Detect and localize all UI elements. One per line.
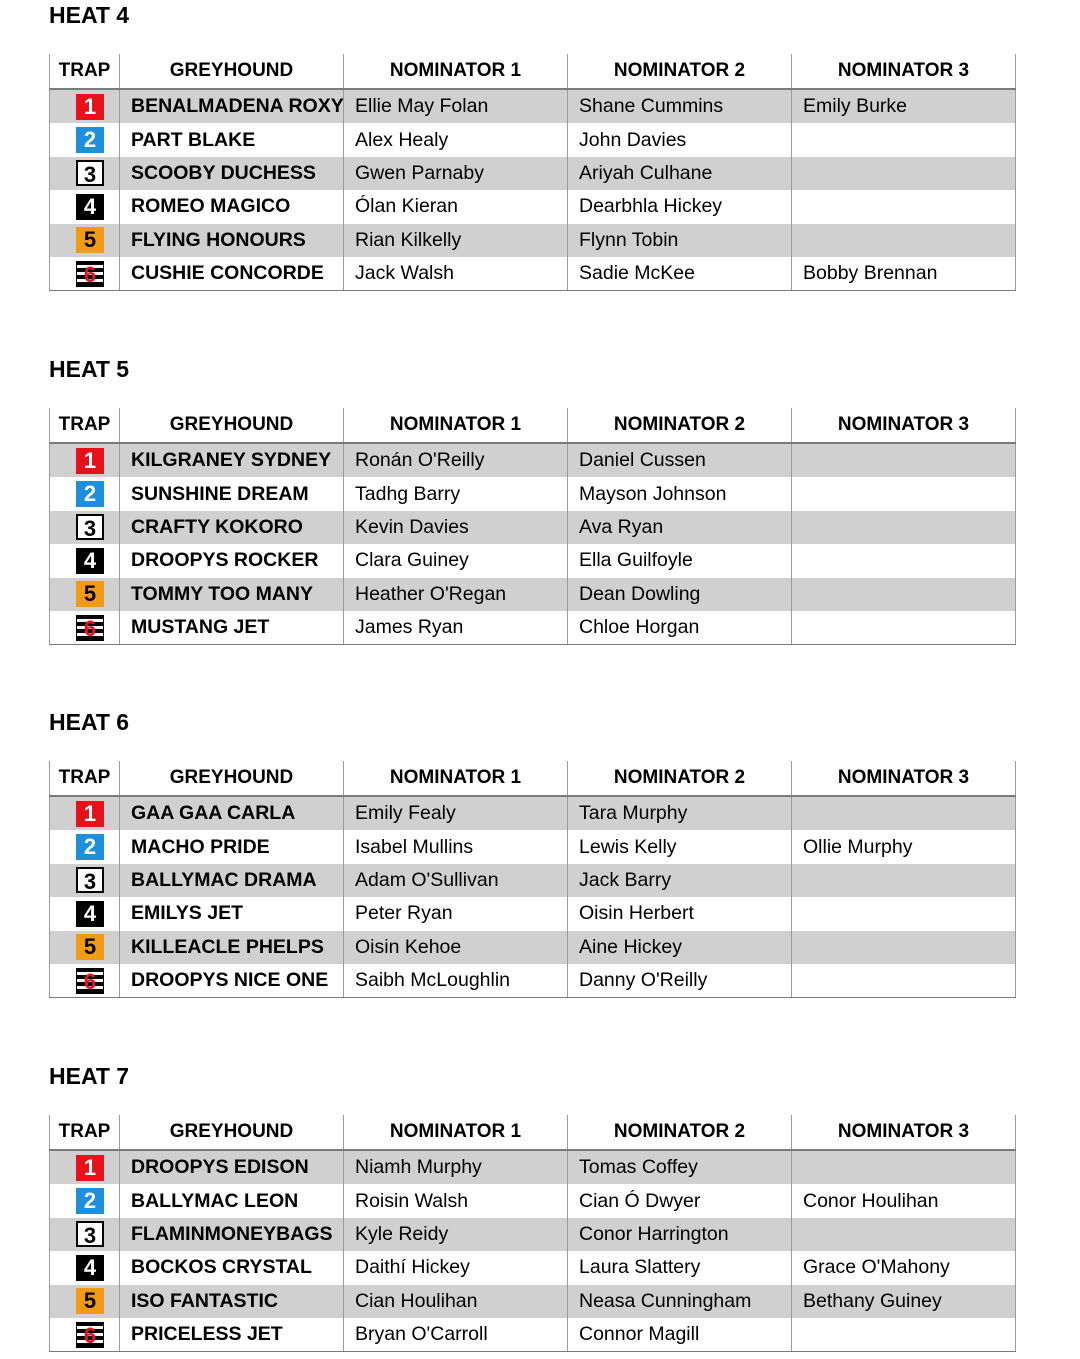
nominator-1: Isabel Mullins bbox=[344, 830, 568, 863]
table-row bbox=[50, 190, 1016, 223]
nominator-2: Jack Barry bbox=[568, 864, 792, 897]
nominator-3 bbox=[792, 224, 1016, 257]
table-row bbox=[50, 511, 1016, 544]
trap-3-badge: 3 bbox=[76, 1221, 104, 1247]
runners-table bbox=[49, 54, 1016, 291]
trap-3-badge: 3 bbox=[76, 867, 104, 893]
greyhound-name: CUSHIE CONCORDE bbox=[120, 257, 344, 291]
table-row bbox=[50, 1150, 1016, 1184]
trap-cell bbox=[50, 897, 120, 930]
greyhound-name: BALLYMAC LEON bbox=[120, 1184, 344, 1217]
column-header: NOMINATOR 1 bbox=[344, 1115, 568, 1150]
heat-title: HEAT 4 bbox=[49, 2, 130, 28]
column-header: GREYHOUND bbox=[120, 1115, 344, 1150]
trap-cell bbox=[50, 1184, 120, 1217]
column-header: TRAP bbox=[50, 761, 120, 796]
nominator-1: Clara Guiney bbox=[344, 544, 568, 577]
trap-cell bbox=[50, 477, 120, 510]
nominator-2: Dean Dowling bbox=[568, 578, 792, 611]
greyhound-name: FLAMINMONEYBAGS bbox=[120, 1218, 344, 1251]
trap-cell bbox=[50, 1285, 120, 1318]
trap-cell bbox=[50, 224, 120, 257]
column-header: GREYHOUND bbox=[120, 761, 344, 796]
trap-cell bbox=[50, 1150, 120, 1184]
trap-3-badge: 3 bbox=[76, 160, 104, 186]
trap-2-badge: 2 bbox=[76, 127, 104, 153]
trap-cell bbox=[50, 123, 120, 156]
trap-cell bbox=[50, 830, 120, 863]
trap-cell bbox=[50, 864, 120, 897]
nominator-2: Ava Ryan bbox=[568, 511, 792, 544]
nominator-2: Oisin Herbert bbox=[568, 897, 792, 930]
nominator-1: Tadhg Barry bbox=[344, 477, 568, 510]
table-header-row bbox=[50, 761, 1016, 796]
trap-2-badge: 2 bbox=[76, 834, 104, 860]
nominator-1: Saibh McLoughlin bbox=[344, 964, 568, 998]
nominator-2: Tara Murphy bbox=[568, 796, 792, 830]
nominator-2: Lewis Kelly bbox=[568, 830, 792, 863]
trap-cell bbox=[50, 578, 120, 611]
nominator-3: Conor Houlihan bbox=[792, 1184, 1016, 1217]
column-header: NOMINATOR 2 bbox=[568, 761, 792, 796]
greyhound-name: EMILYS JET bbox=[120, 897, 344, 930]
runners-table bbox=[49, 408, 1016, 645]
nominator-1: Jack Walsh bbox=[344, 257, 568, 291]
column-header: TRAP bbox=[50, 54, 120, 89]
trap-1-badge: 1 bbox=[76, 448, 104, 474]
nominator-2: Conor Harrington bbox=[568, 1218, 792, 1251]
nominator-2: Sadie McKee bbox=[568, 257, 792, 291]
table-row bbox=[50, 578, 1016, 611]
nominator-3 bbox=[792, 864, 1016, 897]
greyhound-name: KILGRANEY SYDNEY bbox=[120, 443, 344, 477]
nominator-3: Grace O'Mahony bbox=[792, 1251, 1016, 1284]
trap-2-badge: 2 bbox=[76, 481, 104, 507]
nominator-3 bbox=[792, 544, 1016, 577]
nominator-3: Ollie Murphy bbox=[792, 830, 1016, 863]
greyhound-name: BOCKOS CRYSTAL bbox=[120, 1251, 344, 1284]
table-row bbox=[50, 611, 1016, 645]
table-row bbox=[50, 1184, 1016, 1217]
greyhound-name: ISO FANTASTIC bbox=[120, 1285, 344, 1318]
table-header-row bbox=[50, 54, 1016, 89]
table-row bbox=[50, 157, 1016, 190]
trap-cell bbox=[50, 1251, 120, 1284]
nominator-2: John Davies bbox=[568, 123, 792, 156]
trap-3-badge: 3 bbox=[76, 514, 104, 540]
nominator-2: Cian Ó Dwyer bbox=[568, 1184, 792, 1217]
trap-cell bbox=[50, 1218, 120, 1251]
nominator-1: Niamh Murphy bbox=[344, 1150, 568, 1184]
trap-6-badge: 6 bbox=[76, 1322, 104, 1348]
table-row bbox=[50, 477, 1016, 510]
greyhound-name: DROOPYS NICE ONE bbox=[120, 964, 344, 998]
heat-title: HEAT 5 bbox=[49, 356, 130, 382]
nominator-1: Emily Fealy bbox=[344, 796, 568, 830]
trap-cell bbox=[50, 257, 120, 291]
column-header: NOMINATOR 3 bbox=[792, 54, 1016, 89]
table-row bbox=[50, 257, 1016, 291]
trap-cell bbox=[50, 544, 120, 577]
column-header: GREYHOUND bbox=[120, 408, 344, 443]
trap-cell bbox=[50, 157, 120, 190]
nominator-3: Bobby Brennan bbox=[792, 257, 1016, 291]
nominator-3 bbox=[792, 578, 1016, 611]
nominator-1: Cian Houlihan bbox=[344, 1285, 568, 1318]
nominator-3 bbox=[792, 897, 1016, 930]
nominator-3 bbox=[792, 443, 1016, 477]
nominator-2: Danny O'Reilly bbox=[568, 964, 792, 998]
nominator-1: Alex Healy bbox=[344, 123, 568, 156]
trap-1-badge: 1 bbox=[76, 94, 104, 120]
trap-cell bbox=[50, 796, 120, 830]
column-header: NOMINATOR 3 bbox=[792, 761, 1016, 796]
nominator-3 bbox=[792, 1218, 1016, 1251]
trap-cell bbox=[50, 511, 120, 544]
nominator-1: Ólan Kieran bbox=[344, 190, 568, 223]
trap-6-badge: 6 bbox=[76, 615, 104, 641]
greyhound-name: SUNSHINE DREAM bbox=[120, 477, 344, 510]
nominator-2: Shane Cummins bbox=[568, 89, 792, 123]
nominator-3 bbox=[792, 1318, 1016, 1352]
trap-5-badge: 5 bbox=[76, 227, 104, 253]
nominator-1: Adam O'Sullivan bbox=[344, 864, 568, 897]
column-header: NOMINATOR 1 bbox=[344, 408, 568, 443]
trap-cell bbox=[50, 611, 120, 645]
nominator-1: Oisin Kehoe bbox=[344, 931, 568, 964]
nominator-2: Ella Guilfoyle bbox=[568, 544, 792, 577]
nominator-1: Roisin Walsh bbox=[344, 1184, 568, 1217]
nominator-2: Ariyah Culhane bbox=[568, 157, 792, 190]
nominator-2: Aine Hickey bbox=[568, 931, 792, 964]
table-row bbox=[50, 1218, 1016, 1251]
trap-4-badge: 4 bbox=[76, 1255, 104, 1281]
greyhound-name: KILLEACLE PHELPS bbox=[120, 931, 344, 964]
table-row bbox=[50, 1251, 1016, 1284]
greyhound-name: SCOOBY DUCHESS bbox=[120, 157, 344, 190]
greyhound-name: MUSTANG JET bbox=[120, 611, 344, 645]
greyhound-name: BENALMADENA ROXY bbox=[120, 89, 344, 123]
column-header: TRAP bbox=[50, 408, 120, 443]
nominator-1: Kevin Davies bbox=[344, 511, 568, 544]
nominator-1: Daithí Hickey bbox=[344, 1251, 568, 1284]
trap-4-badge: 4 bbox=[76, 901, 104, 927]
heat-section bbox=[49, 707, 1015, 994]
nominator-3 bbox=[792, 931, 1016, 964]
heat-section bbox=[49, 1061, 1015, 1348]
nominator-3 bbox=[792, 157, 1016, 190]
nominator-3 bbox=[792, 796, 1016, 830]
nominator-3 bbox=[792, 511, 1016, 544]
trap-cell bbox=[50, 931, 120, 964]
trap-5-badge: 5 bbox=[76, 581, 104, 607]
column-header: NOMINATOR 2 bbox=[568, 408, 792, 443]
nominator-2: Tomas Coffey bbox=[568, 1150, 792, 1184]
column-header: NOMINATOR 1 bbox=[344, 54, 568, 89]
heat-title: HEAT 6 bbox=[49, 709, 130, 735]
column-header: NOMINATOR 2 bbox=[568, 1115, 792, 1150]
greyhound-name: BALLYMAC DRAMA bbox=[120, 864, 344, 897]
nominator-3 bbox=[792, 190, 1016, 223]
nominator-1: Heather O'Regan bbox=[344, 578, 568, 611]
table-row bbox=[50, 931, 1016, 964]
nominator-2: Connor Magill bbox=[568, 1318, 792, 1352]
table-header-row bbox=[50, 408, 1016, 443]
nominator-1: Kyle Reidy bbox=[344, 1218, 568, 1251]
trap-5-badge: 5 bbox=[76, 934, 104, 960]
greyhound-name: MACHO PRIDE bbox=[120, 830, 344, 863]
nominator-3 bbox=[792, 1150, 1016, 1184]
trap-1-badge: 1 bbox=[76, 801, 104, 827]
nominator-2: Daniel Cussen bbox=[568, 443, 792, 477]
greyhound-name: FLYING HONOURS bbox=[120, 224, 344, 257]
nominator-1: Rian Kilkelly bbox=[344, 224, 568, 257]
table-row bbox=[50, 443, 1016, 477]
table-row bbox=[50, 796, 1016, 830]
nominator-3 bbox=[792, 611, 1016, 645]
trap-cell bbox=[50, 89, 120, 123]
table-row bbox=[50, 864, 1016, 897]
table-row bbox=[50, 964, 1016, 998]
greyhound-name: GAA GAA CARLA bbox=[120, 796, 344, 830]
nominator-1: Ellie May Folan bbox=[344, 89, 568, 123]
nominator-2: Laura Slattery bbox=[568, 1251, 792, 1284]
nominator-2: Dearbhla Hickey bbox=[568, 190, 792, 223]
trap-2-badge: 2 bbox=[76, 1188, 104, 1214]
nominator-1: James Ryan bbox=[344, 611, 568, 645]
nominator-1: Gwen Parnaby bbox=[344, 157, 568, 190]
column-header: NOMINATOR 3 bbox=[792, 1115, 1016, 1150]
nominator-2: Chloe Horgan bbox=[568, 611, 792, 645]
trap-4-badge: 4 bbox=[76, 194, 104, 220]
trap-4-badge: 4 bbox=[76, 548, 104, 574]
nominator-2: Flynn Tobin bbox=[568, 224, 792, 257]
trap-cell bbox=[50, 443, 120, 477]
table-row bbox=[50, 123, 1016, 156]
table-row bbox=[50, 1318, 1016, 1352]
column-header: GREYHOUND bbox=[120, 54, 344, 89]
heat-section bbox=[49, 354, 1015, 641]
trap-cell bbox=[50, 964, 120, 998]
column-header: NOMINATOR 3 bbox=[792, 408, 1016, 443]
nominator-1: Peter Ryan bbox=[344, 897, 568, 930]
greyhound-name: CRAFTY KOKORO bbox=[120, 511, 344, 544]
greyhound-name: DROOPYS ROCKER bbox=[120, 544, 344, 577]
greyhound-name: ROMEO MAGICO bbox=[120, 190, 344, 223]
greyhound-name: PRICELESS JET bbox=[120, 1318, 344, 1352]
heat-title: HEAT 7 bbox=[49, 1063, 130, 1089]
column-header: NOMINATOR 1 bbox=[344, 761, 568, 796]
greyhound-name: TOMMY TOO MANY bbox=[120, 578, 344, 611]
table-row bbox=[50, 89, 1016, 123]
heat-section bbox=[49, 0, 1015, 287]
trap-cell bbox=[50, 190, 120, 223]
runners-table bbox=[49, 761, 1016, 998]
greyhound-name: PART BLAKE bbox=[120, 123, 344, 156]
nominator-2: Neasa Cunningham bbox=[568, 1285, 792, 1318]
nominator-2: Mayson Johnson bbox=[568, 477, 792, 510]
nominator-3 bbox=[792, 964, 1016, 998]
nominator-1: Ronán O'Reilly bbox=[344, 443, 568, 477]
greyhound-name: DROOPYS EDISON bbox=[120, 1150, 344, 1184]
table-header-row bbox=[50, 1115, 1016, 1150]
table-row bbox=[50, 224, 1016, 257]
trap-5-badge: 5 bbox=[76, 1288, 104, 1314]
nominator-3 bbox=[792, 477, 1016, 510]
trap-6-badge: 6 bbox=[76, 968, 104, 994]
trap-cell bbox=[50, 1318, 120, 1352]
table-row bbox=[50, 544, 1016, 577]
nominator-3: Emily Burke bbox=[792, 89, 1016, 123]
nominator-1: Bryan O'Carroll bbox=[344, 1318, 568, 1352]
table-row bbox=[50, 897, 1016, 930]
nominator-3: Bethany Guiney bbox=[792, 1285, 1016, 1318]
table-row bbox=[50, 830, 1016, 863]
table-row bbox=[50, 1285, 1016, 1318]
column-header: TRAP bbox=[50, 1115, 120, 1150]
trap-1-badge: 1 bbox=[76, 1155, 104, 1181]
runners-table bbox=[49, 1115, 1016, 1352]
trap-6-badge: 6 bbox=[76, 261, 104, 287]
nominator-3 bbox=[792, 123, 1016, 156]
column-header: NOMINATOR 2 bbox=[568, 54, 792, 89]
